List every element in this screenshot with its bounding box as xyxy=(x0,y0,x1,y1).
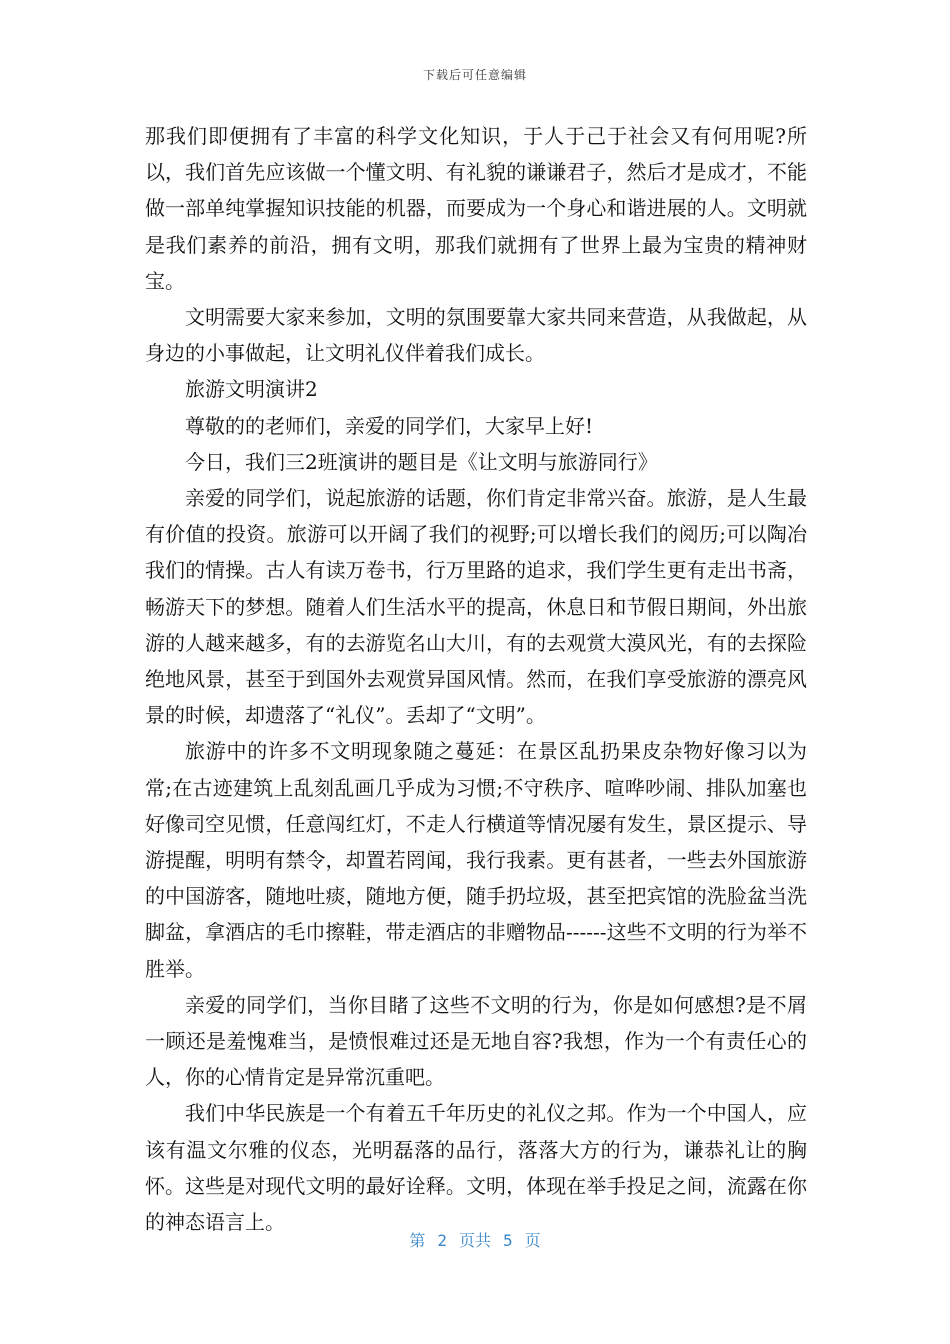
page-footer xyxy=(0,1228,950,1251)
paragraph: 亲爱的同学们，说起旅游的话题，你们肯定非常兴奋。旅游，是人生最有价值的投资。旅游可以开阔了我们的视野;可以增长我们的阅历;可以陶冶我们的情操。古人有读万卷书，行万里路的追求，我们学生更有走出书斋，畅游天下的梦想。随着人们生活水平的提高，休息日和节假日期间，外出旅游的人越来越多，有的去游览名山大川，有的去观赏大漠风光，有的去探险绝地风景，甚至于到国外去观赏异国风情。然而，在我们享受旅游的漂亮风景的时候，却遗落了“礼仪”。丢却了“文明”。 xyxy=(145,486,807,728)
footer-middle: 页共 xyxy=(458,1231,491,1250)
paragraph: 我们中华民族是一个有着五千年历史的礼仪之邦。作为一个中国人，应该有温文尔雅的仪态，光明磊落的品行，落落大方的行为，谦恭礼让的胸怀。这些是对现代文明的最好诠释。文明，体现在举手投足之间，流露在你的神态语言上。 xyxy=(145,1101,807,1235)
footer-total-pages: 5 xyxy=(503,1231,513,1250)
section-title: 旅游文明演讲2 xyxy=(185,377,318,402)
paragraph: 那我们即便拥有了丰富的科学文化知识，于人于己于社会又有何用呢?所以，我们首先应该做一个懂文明、有礼貌的谦谦君子，然后才是成才，不能做一部单纯掌握知识技能的机器，而要成为一个身心和谐进展的人。文明就是我们素养的前沿，拥有文明，那我们就拥有了世界上最为宝贵的精神财宝。 xyxy=(145,124,807,293)
greeting-paragraph: 尊敬的的老师们，亲爱的同学们，大家早上好! xyxy=(185,413,594,438)
page-header-note: 下载后可任意编辑 xyxy=(422,68,527,82)
footer-prefix: 第 xyxy=(409,1231,426,1250)
document-body xyxy=(145,118,807,1240)
paragraph: 亲爱的同学们，当你目睹了这些不文明的行为，你是如何感想?是不屑一顾还是羞愧难当，是愤恨难过还是无地自容?我想，作为一个有责任心的人，你的心情肯定是异常沉重吧。 xyxy=(145,992,807,1090)
paragraph: 文明需要大家来参加，文明的氛围要靠大家共同来营造，从我做起，从身边的小事做起，让文明礼仪伴着我们成长。 xyxy=(145,305,807,366)
footer-current-page: 2 xyxy=(437,1231,447,1250)
paragraph: 旅游中的许多不文明现象随之蔓延：在景区乱扔果皮杂物好像习以为常;在古迹建筑上乱刻乱画几乎成为习惯;不守秩序、喧哗吵闹、排队加塞也好像司空见惯，任意闯红灯，不走人行横道等情况屡有发生，景区提示、导游提醒，明明有禁令，却置若罔闻，我行我素。更有甚者，一些去外国旅游的中国游客，随地吐痰，随地方便，随手扔垃圾，甚至把宾馆的洗脸盆当洗脚盆，拿酒店的毛巾擦鞋，带走酒店的非赠物品------这些不文明的行为举不胜举。 xyxy=(145,739,807,981)
topic-paragraph: 今日，我们三2班演讲的题目是《让文明与旅游同行》 xyxy=(185,449,658,474)
footer-suffix: 页 xyxy=(524,1231,541,1250)
